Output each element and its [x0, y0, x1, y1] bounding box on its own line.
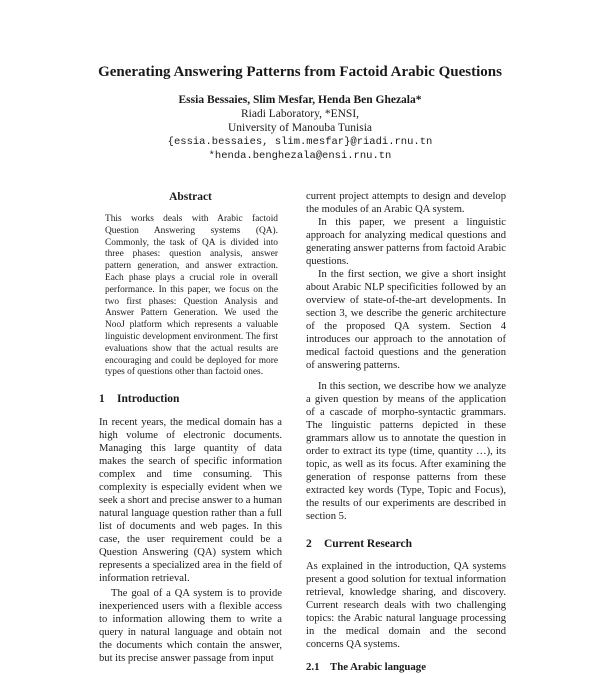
current-research-paragraph: As explained in the introduction, QA systems present a good solution for textual information retrieval, knowledge sharing, and discovery. Current research deals with two challenging topics: the Arabic natural language processing in the medical domain and the second concerns QA systems.: [306, 561, 506, 650]
right-column: [306, 190, 506, 674]
subsection-heading-arabic-language: [306, 660, 506, 674]
section-number: 2.1: [306, 661, 320, 673]
right-paragraph-3: In the first section, we give a short insight about Arabic NLP specificities followed by an overview of state-of-the-art developments. In section 3, we describe the generic architecture of the proposed QA system. Section 4 introduces our approach to the annotation of medical factoid questions and the generation of answering patterns.: [306, 269, 506, 371]
section-number: 1: [99, 393, 105, 406]
paper-title: Generating Answering Patterns from Factoid Arabic Questions: [98, 64, 502, 80]
section-title: Introduction: [117, 393, 180, 406]
affiliation-line-1: Riadi Laboratory, *ENSI,: [240, 108, 360, 120]
author-block: [0, 93, 600, 163]
abstract-text: This works deals with Arabic factoid Question Answering systems (QA). Commonly, the task of QA is divided into three phases: question analysis, answer pattern generation, and answer extraction. Each phase plays a crucial role in overall performance. In this paper, we focus on the two first phases: Question Analysis and Answer Pattern Generation. We used the NooJ platform which represents a valuable linguistic development environment. The first evaluations show that the actual results are encouraging and could be deployed for more types of questions other than factoid ones.: [105, 214, 278, 378]
right-paragraph-4: In this section, we describe how we analyze a given question by means of the application of a cascade of morpho-syntactic grammars. The linguistic patterns depicted in these grammars allow us to annotate the question in order to extract its type (time, quantity …), its topic, as well as its focus. After examining the generation of response patterns from these extracted key words (Type, Topic and Focus), the results of our experiments are described in section 5.: [306, 381, 506, 522]
section-number: 2: [306, 538, 312, 550]
right-paragraph-2: In this paper, we present a linguistic approach for analyzing medical questions and generating answer patterns from factoid Arabic questions.: [306, 217, 506, 267]
section-heading-introduction: [99, 392, 282, 406]
affiliation-line-2: University of Manouba Tunisia: [227, 122, 373, 134]
email-line-2: *henda.benghezala@ensi.rnu.tn: [208, 150, 392, 162]
intro-paragraph-1: In recent years, the medical domain has a high volume of electronic documents. Managing this large quantity of data makes the search of specific information complex and time consuming. This complexity is especially evident when we seek a short and precise answer to a human natural language question rather than a full list of documents and web pages. In this case, the user requirement could be a Question Answering (QA) system which represents a specialized area in the field of information retrieval.: [99, 417, 282, 585]
email-line-1: {essia.bessaies, slim.mesfar}@riadi.rnu.tn: [167, 136, 433, 148]
left-column: [99, 190, 282, 665]
intro-paragraph-2: The goal of a QA system is to provide inexperienced users with a flexible access to information allowing them to write a query in natural language and obtain not the documents which contain the answer, but its precise answer passage from input: [99, 588, 282, 665]
author-names: Essia Bessaies, Slim Mesfar, Henda Ben Ghezala*: [178, 94, 422, 106]
section-heading-current-research: [306, 537, 506, 551]
right-paragraph-1: current project attempts to design and develop the modules of an Arabic QA system.: [306, 191, 506, 215]
section-title: Current Research: [324, 538, 413, 550]
abstract-heading: Abstract: [169, 191, 212, 203]
section-title: The Arabic language: [330, 661, 426, 673]
